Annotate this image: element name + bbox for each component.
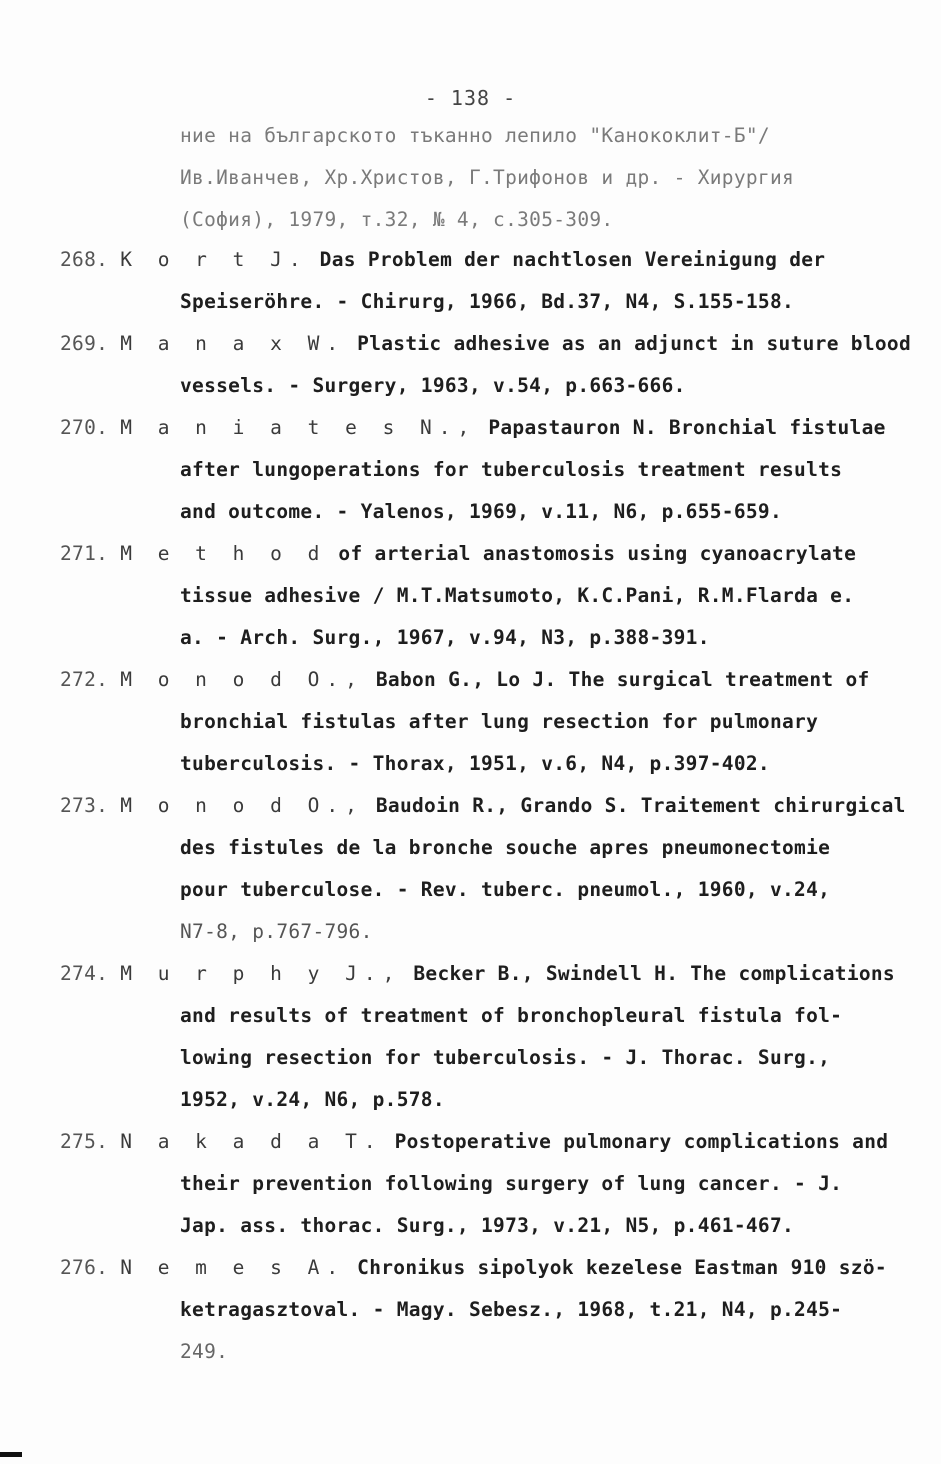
scan-edge-mark [0, 1452, 22, 1457]
reference-first-line [60, 414, 886, 442]
reference-number: 271. [60, 542, 109, 565]
reference-text: and outcome. - Yalenos, 1969, v.11, N6, p.655-659. [180, 500, 782, 523]
reference-number: 272. [60, 668, 109, 691]
reference-number: 268. [60, 248, 109, 271]
reference-author: M a n a x W. [120, 332, 346, 355]
page-number: - 138 - [424, 86, 517, 110]
reference-text: of arterial anastomosis using cyanoacrylate [338, 542, 857, 565]
reference-text: ketragasztoval. - Magy. Sebesz., 1968, t.21, N4, p.245- [180, 1298, 843, 1321]
reference-text: and results of treatment of bronchopleural fistula fol- [180, 1004, 843, 1027]
intro-line: (София), 1979, т.32, № 4, с.305-309. [180, 208, 614, 231]
reference-author: N a k a d a T. [120, 1130, 383, 1153]
reference-text: Das Problem der nachtlosen Vereinigung der [319, 248, 826, 271]
reference-text: Speiseröhre. - Chirurg, 1966, Bd.37, N4, S.155-158. [180, 290, 795, 313]
reference-author: M e t h o d [120, 542, 327, 565]
reference-text: Papastauron N. Bronchial fistulae [488, 416, 886, 439]
reference-first-line [60, 960, 895, 988]
reference-text: 1952, v.24, N6, p.578. [180, 1088, 445, 1111]
reference-text: Jap. ass. thorac. Surg., 1973, v.21, N5, p.461-467. [180, 1214, 795, 1237]
reference-first-line [60, 246, 825, 274]
reference-number: 274. [60, 962, 109, 985]
reference-text: lowing resection for tuberculosis. - J. Thorac. Surg., [180, 1046, 831, 1069]
reference-number: 269. [60, 332, 109, 355]
reference-text: N7-8, p.767-796. [180, 920, 373, 943]
reference-text: Postoperative pulmonary complications and [394, 1130, 889, 1153]
intro-line: ние на българското тъканно лепило "Канококлит-Б"/ [180, 124, 770, 147]
reference-text: Baudoin R., Grando S. Traitement chirurgical [375, 794, 906, 817]
reference-text: 249. [180, 1340, 229, 1363]
reference-author: M a n i a t e s N., [120, 416, 477, 439]
reference-first-line [60, 666, 870, 694]
reference-author: M o n o d O., [120, 794, 364, 817]
reference-text: vessels. - Surgery, 1963, v.54, p.663-666. [180, 374, 686, 397]
reference-author: M o n o d O., [120, 668, 364, 691]
reference-first-line [60, 792, 906, 820]
reference-text: bronchial fistulas after lung resection for pulmonary [180, 710, 819, 733]
reference-first-line [60, 1128, 888, 1156]
reference-author: N e m e s A. [120, 1256, 346, 1279]
reference-text: Plastic adhesive as an adjunct in suture blood [357, 332, 911, 355]
reference-first-line [60, 1254, 887, 1282]
intro-line: Ив.Иванчев, Хр.Христов, Г.Трифонов и др. - Хирургия [180, 166, 795, 189]
reference-number: 273. [60, 794, 109, 817]
reference-first-line [60, 330, 911, 358]
reference-number: 275. [60, 1130, 109, 1153]
reference-text: tuberculosis. - Thorax, 1951, v.6, N4, p.397-402. [180, 752, 770, 775]
reference-text: their prevention following surgery of lung cancer. - J. [180, 1172, 843, 1195]
reference-text: pour tuberculose. - Rev. tuberc. pneumol., 1960, v.24, [180, 878, 831, 901]
reference-first-line [60, 540, 856, 568]
reference-author: M u r p h y J., [120, 962, 402, 985]
reference-author: K o r t J. [120, 248, 308, 271]
reference-text: Babon G., Lo J. The surgical treatment of [375, 668, 870, 691]
reference-text: tissue adhesive / M.T.Matsumoto, K.C.Pani, R.M.Flarda e. [180, 584, 855, 607]
reference-text: Chronikus sipolyok kezelese Eastman 910 szö- [357, 1256, 887, 1279]
reference-text: Becker B., Swindell H. The complications [413, 962, 895, 985]
reference-text: des fistules de la bronche souche apres pneumonectomie [180, 836, 831, 859]
reference-number: 270. [60, 416, 109, 439]
reference-number: 276. [60, 1256, 109, 1279]
reference-text: a. - Arch. Surg., 1967, v.94, N3, p.388-391. [180, 626, 710, 649]
reference-text: after lungoperations for tuberculosis treatment results [180, 458, 843, 481]
